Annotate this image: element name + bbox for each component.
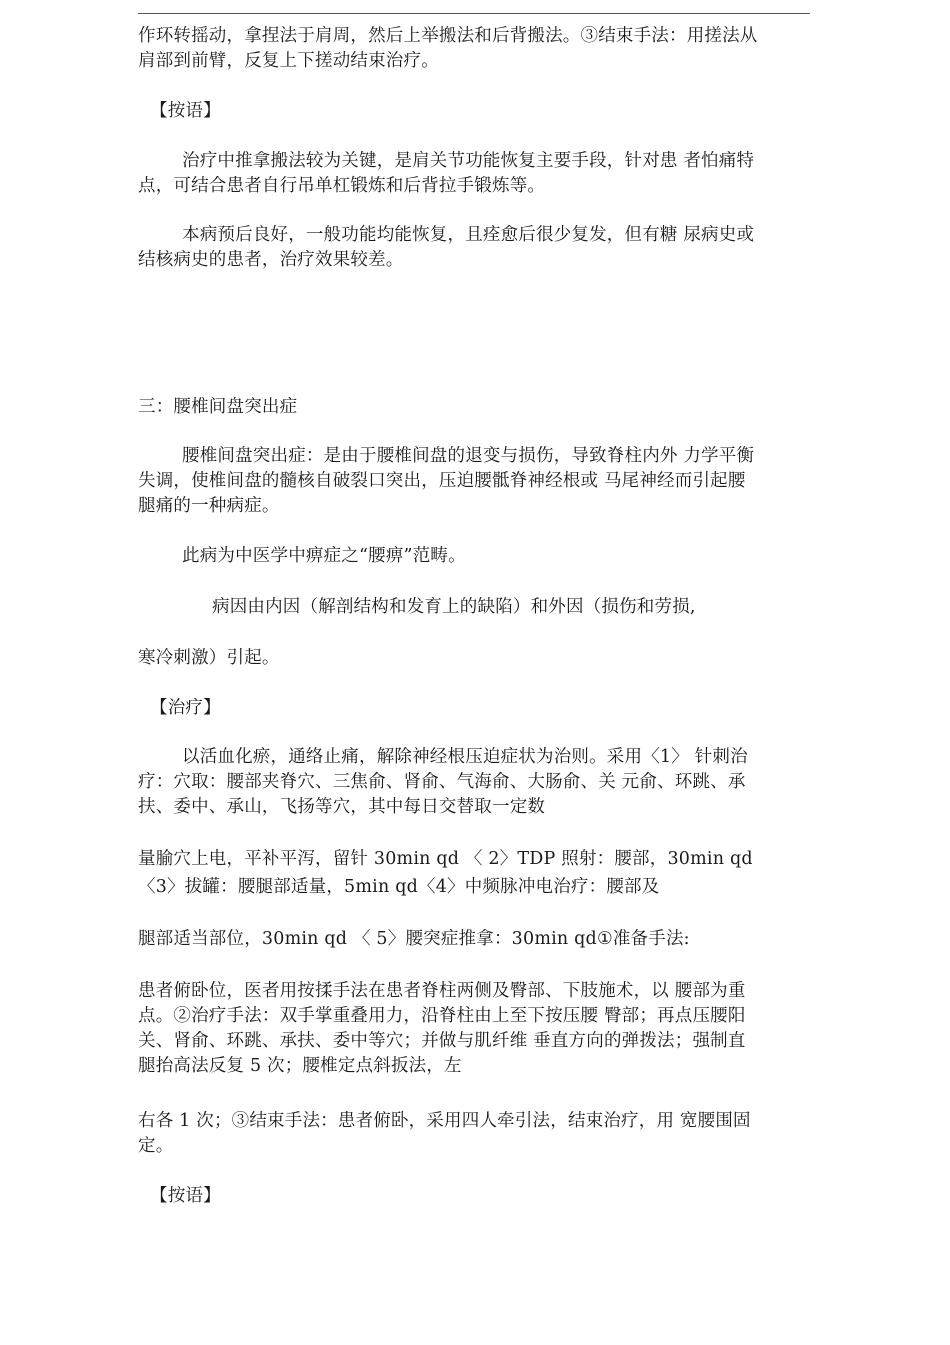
text-line: 右各 1 次；③结束手法：患者俯卧，采用四人牵引法，结束治疗，用 宽腰围固 <box>138 1111 751 1131</box>
text-line: 患者俯卧位，医者用按揉手法在患者脊柱两侧及臀部、下肢施术，以 腰部为重 <box>138 981 746 1001</box>
text-line: 腿抬高法反复 5 次；腰椎定点斜扳法，左 <box>138 1056 462 1076</box>
text-line: 作环转摇动，拿捏法于肩周，然后上举搬法和后背搬法。③结束手法：用搓法从 <box>138 26 758 46</box>
paragraph-first-line: 此病为中医学中痹症之“腰痹”范畴。 <box>182 546 466 566</box>
paragraph-first-line: 治疗中推拿搬法较为关键，是肩关节功能恢复主要手段，针对患 者怕痛特 <box>182 151 755 171</box>
section-heading: 【按语】 <box>150 1186 221 1206</box>
paragraph-first-line: 以活血化瘀，通络止痛，解除神经根压迫症状为治则。采用〈1〉 针刺治 <box>182 747 748 767</box>
text-line: 点，可结合患者自行吊单杠锻炼和后背拉手锻炼等。 <box>138 176 546 196</box>
text-line: 寒冷刺激）引起。 <box>138 648 280 668</box>
text-line: 〈3〉拔罐：腰腿部适量，5min qd〈4〉中频脉冲电治疗：腰部及 <box>138 877 660 897</box>
text-line: 结核病史的患者，治疗效果较差。 <box>138 250 404 270</box>
text-line: 肩部到前臂，反复上下搓动结束治疗。 <box>138 51 439 71</box>
section-heading: 【治疗】 <box>150 698 221 718</box>
paragraph-first-line: 病因由内因（解剖结构和发育上的缺陷）和外因（损伤和劳损, <box>212 597 696 617</box>
text-line: 腿痛的一种病症。 <box>138 496 280 516</box>
text-line: 疗：穴取：腰部夹脊穴、三焦俞、肾俞、气海俞、大肠俞、关 元俞、环跳、承 <box>138 772 746 792</box>
text-line: 关、肾俞、环跳、承扶、委中等穴；并做与肌纤维 垂直方向的弹拨法；强制直 <box>138 1031 746 1051</box>
chapter-heading: 三：腰椎间盘突出症 <box>138 397 298 417</box>
text-line: 量腧穴上电，平补平泻，留针 30min qd 〈 2〉TDP 照射：腰部，30min qd <box>138 849 753 869</box>
paragraph-first-line: 腰椎间盘突出症：是由于腰椎间盘的退变与损伤，导致脊柱内外 力学平衡 <box>182 446 755 466</box>
section-heading: 【按语】 <box>150 101 221 121</box>
text-line: 点。②治疗手法：双手掌重叠用力，沿脊柱由上至下按压腰 臀部；再点压腰阳 <box>138 1006 746 1026</box>
header-rule <box>138 13 810 14</box>
text-line: 定。 <box>138 1136 174 1156</box>
text-line: 腿部适当部位，30min qd 〈 5〉腰突症推拿：30min qd①准备手法: <box>138 929 690 949</box>
paragraph-first-line: 本病预后良好，一般功能均能恢复，且痊愈后很少复发，但有糖 尿病史或 <box>182 225 755 245</box>
text-line: 失调，使椎间盘的髓核自破裂口突出，压迫腰骶脊神经根或 马尾神经而引起腰 <box>138 471 746 491</box>
text-line: 扶、委中、承山，飞扬等穴，其中每日交替取一定数 <box>138 797 546 817</box>
